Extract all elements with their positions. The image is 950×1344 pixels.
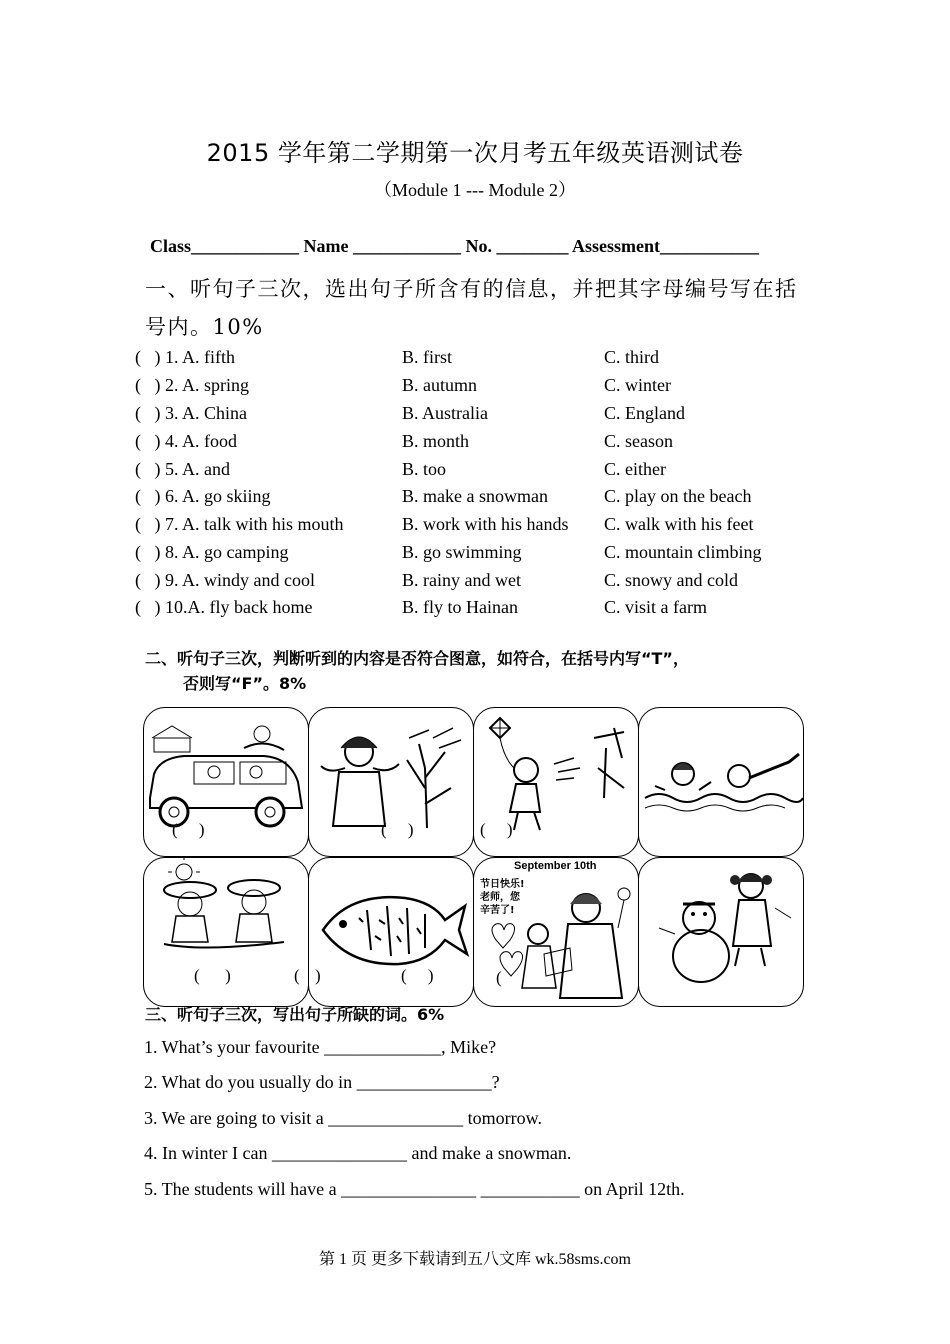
page-title: 2015 学年第二学期第一次月考五年级英语测试卷 (206, 139, 744, 167)
question-option-c: C. third (604, 347, 660, 367)
picture-snowman (638, 857, 804, 1007)
question-option-b: B. Australia (402, 403, 488, 423)
fish-illustration (309, 858, 473, 1006)
question-row (135, 542, 762, 568)
snowman-illustration (639, 858, 803, 1006)
question-row (135, 486, 752, 512)
answer-paren[interactable]: ( ) (381, 820, 414, 839)
section1-instruction (145, 270, 815, 346)
answer-paren[interactable]: ( ) (401, 966, 434, 985)
question-option-a: ( ) 1. A. fifth (135, 347, 235, 367)
section1-instruction-line1: 一、听句子三次，选出句子所含有的信息，并把其字母编号写在括 (145, 277, 798, 301)
answer-paren[interactable]: ( ) (194, 966, 231, 985)
question-option-b: B. month (402, 431, 470, 451)
question-row (135, 431, 673, 457)
picture-swimming (638, 707, 804, 857)
question-option-b: B. work with his hands (402, 514, 569, 534)
picture-kite-boy (473, 707, 639, 857)
fill-blank-item: 4. In winter I can _______________ and make a snowman. (144, 1143, 572, 1163)
section2-instruction (145, 646, 815, 696)
answer-paren[interactable]: ( ) (480, 820, 513, 839)
picture-fish (308, 857, 474, 1007)
question-option-b: B. fly to Hainan (402, 597, 518, 617)
picture-date-label: September 10th (514, 860, 597, 872)
picture-teachers-day (473, 857, 639, 1007)
section1-instruction-line2: 号内。10% (145, 315, 264, 339)
question-option-c: C. visit a farm (604, 597, 707, 617)
question-row (135, 570, 738, 596)
section3-instruction: 三、听句子三次，写出句子所缺的词。6% (145, 1005, 445, 1024)
question-option-a: ( ) 6. A. go skiing (135, 486, 271, 506)
question-row (135, 597, 707, 623)
question-option-c: C. either (604, 459, 666, 479)
fill-blank-item: 1. What’s your favourite _____________, Mike? (144, 1037, 497, 1057)
question-option-a: ( ) 7. A. talk with his mouth (135, 514, 344, 534)
question-option-c: C. mountain climbing (604, 542, 762, 562)
question-option-c: C. England (604, 403, 685, 423)
answer-paren[interactable]: ( ) (172, 820, 205, 839)
question-option-c: C. snowy and cold (604, 570, 738, 590)
picture-car-trip (143, 707, 309, 857)
question-option-a: ( ) 10.A. fly back home (135, 597, 313, 617)
question-option-b: B. autumn (402, 375, 477, 395)
car-trip-illustration (144, 708, 308, 856)
picture-windy-girl (308, 707, 474, 857)
question-option-a: ( ) 8. A. go camping (135, 542, 289, 562)
question-row (135, 347, 660, 373)
question-option-b: B. too (402, 459, 447, 479)
section2-instruction-line2: 否则写“F”。8% (183, 674, 307, 693)
question-option-a: ( ) 9. A. windy and cool (135, 570, 315, 590)
question-row (135, 403, 685, 429)
swimming-illustration (639, 708, 803, 856)
fill-blank-item: 3. We are going to visit a _______________ tomorrow. (144, 1108, 543, 1128)
page-subtitle: （Module 1 --- Module 2） (374, 180, 576, 200)
question-row (135, 459, 666, 485)
answer-paren-fragment[interactable]: ) (315, 966, 321, 985)
answer-paren-fragment[interactable]: ( (294, 966, 300, 985)
question-option-a: ( ) 3. A. China (135, 403, 247, 423)
picture-summer-girls (143, 857, 309, 1007)
question-row (135, 375, 671, 401)
question-row (135, 514, 754, 540)
picture-greeting-line2: 老师，您 (480, 892, 520, 903)
question-option-a: ( ) 2. A. spring (135, 375, 249, 395)
question-option-b: B. first (402, 347, 453, 367)
question-option-b: B. rainy and wet (402, 570, 521, 590)
question-option-c: C. walk with his feet (604, 514, 754, 534)
question-option-c: C. play on the beach (604, 486, 752, 506)
question-option-c: C. winter (604, 375, 671, 395)
page-footer: 第 1 页 更多下载请到五八文库 wk.58sms.com (318, 1251, 631, 1268)
question-option-b: B. go swimming (402, 542, 522, 562)
section2-instruction-line1: 二、听句子三次，判断听到的内容是否符合图意，如符合，在括号内写“T”， (145, 649, 689, 668)
question-option-b: B. make a snowman (402, 486, 548, 506)
question-option-a: ( ) 5. A. and (135, 459, 230, 479)
fill-blank-item: 5. The students will have a _______________ ___________ on April 12th. (144, 1179, 685, 1199)
picture-greeting-line1: 节日快乐! (480, 879, 525, 890)
question-option-a: ( ) 4. A. food (135, 431, 237, 451)
student-info-line: Class____________ Name ____________ No. ________ Assessment___________ (150, 236, 759, 256)
question-option-c: C. season (604, 431, 673, 451)
picture-greeting-line3: 辛苦了! (480, 905, 515, 916)
answer-paren-fragment[interactable]: ( (496, 968, 502, 987)
fill-blank-item: 2. What do you usually do in _______________? (144, 1072, 500, 1092)
